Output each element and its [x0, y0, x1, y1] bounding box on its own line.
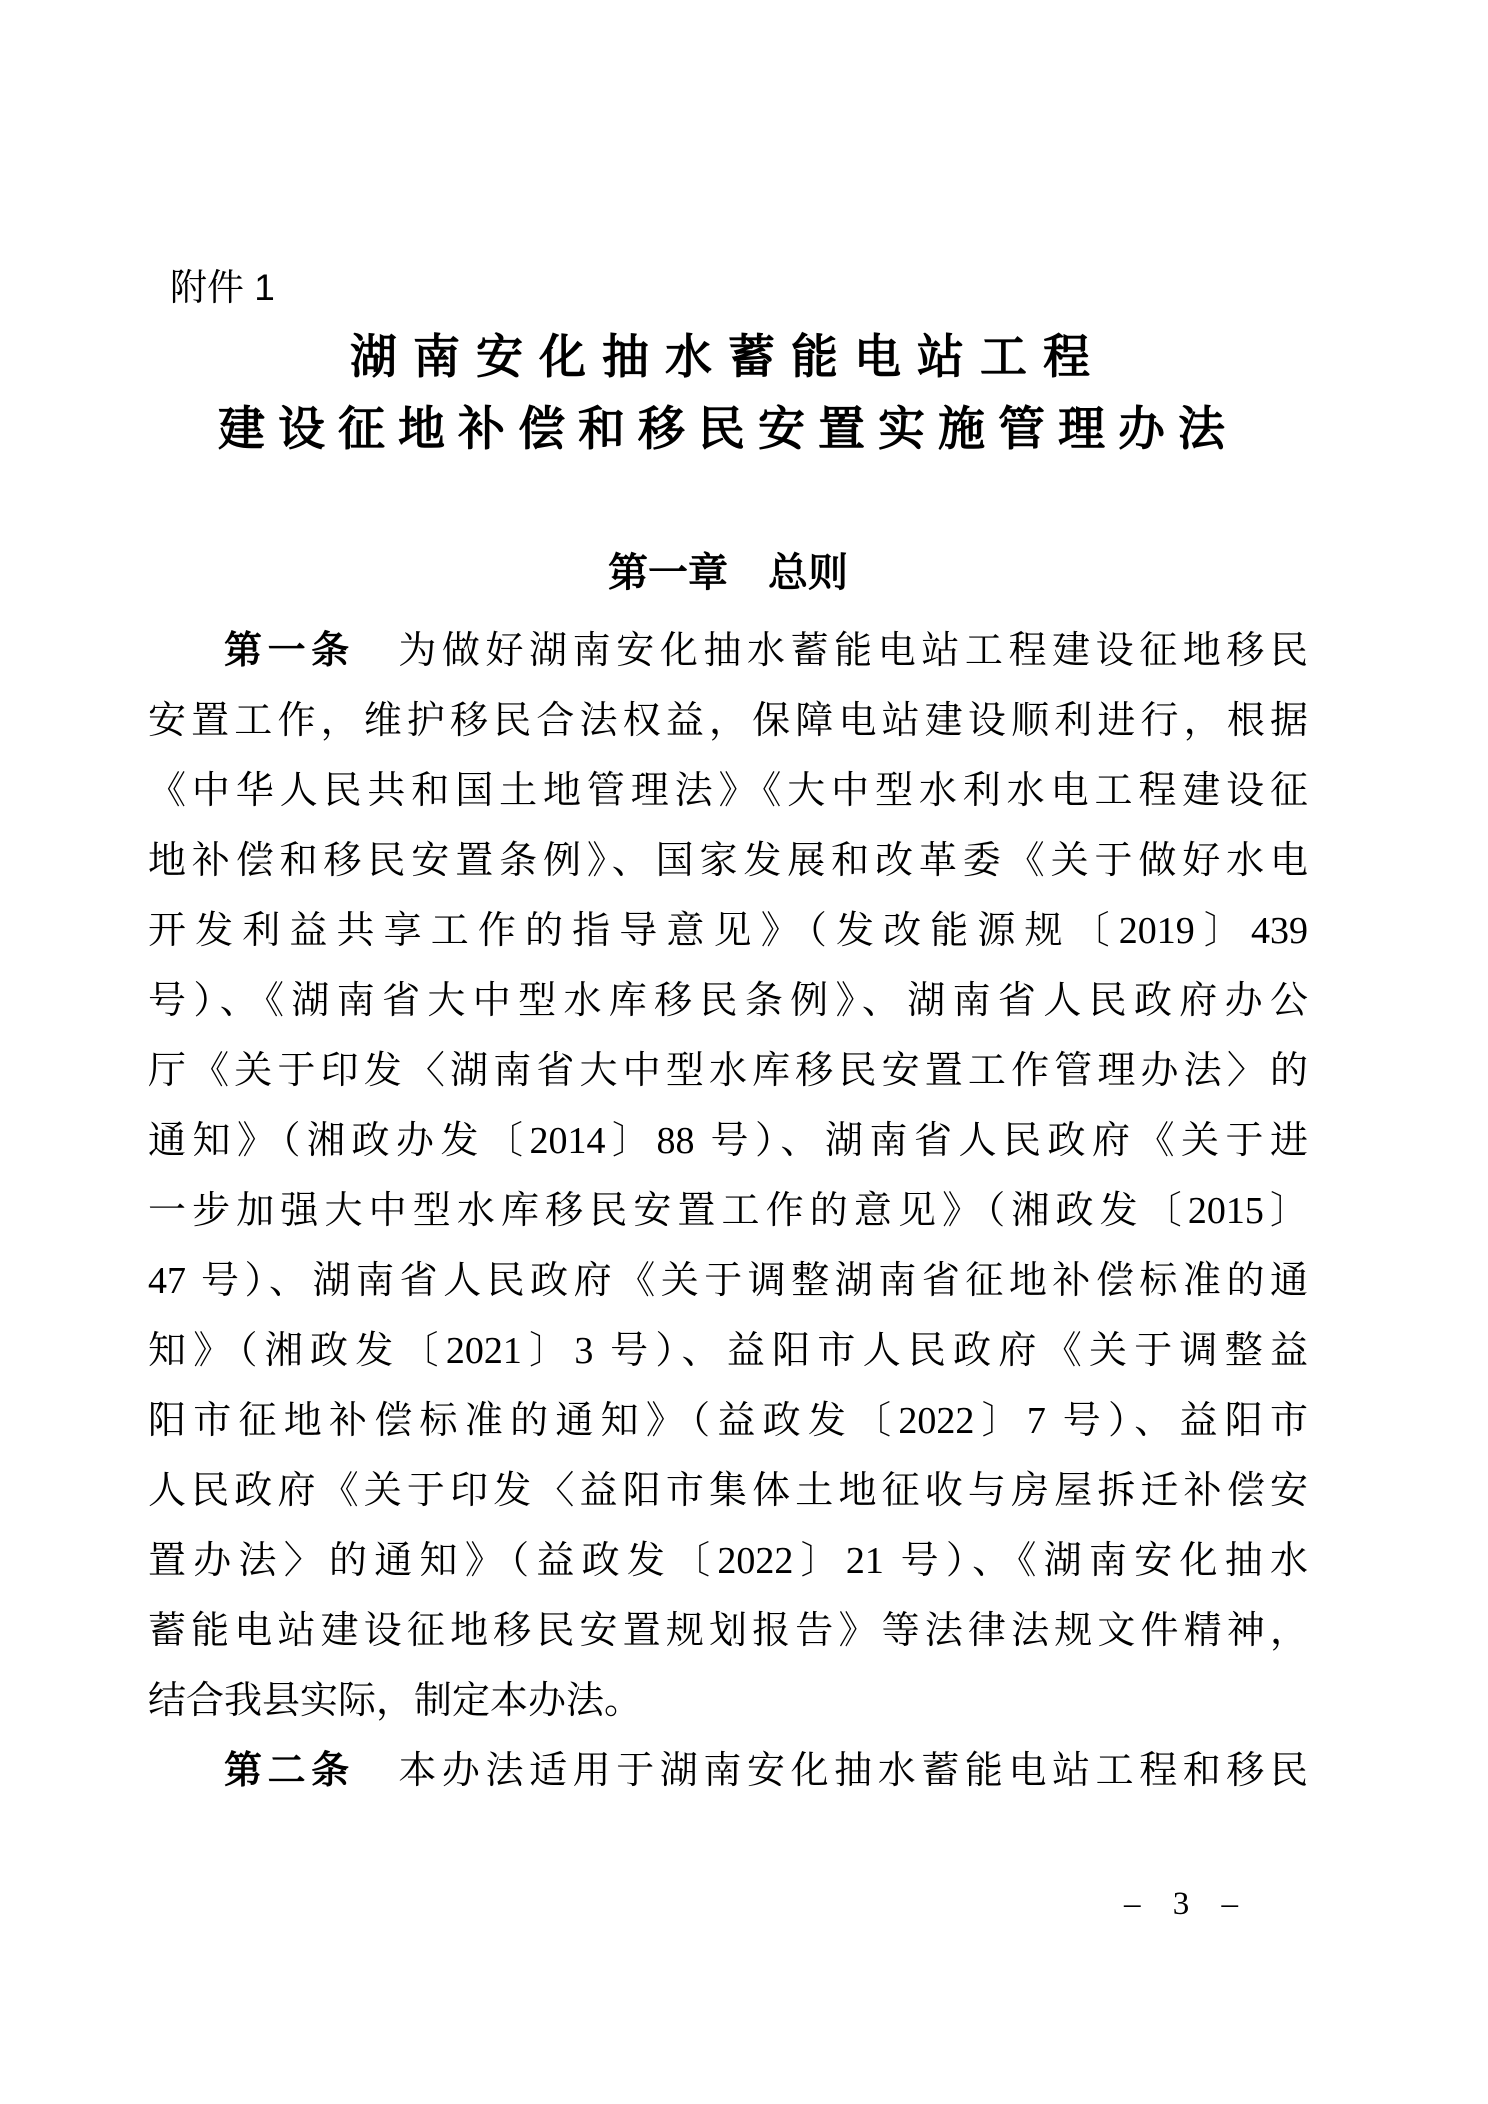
body-line: 阳市征地补偿标准的通知》（益政发〔2022〕7 号）、益阳市 [148, 1400, 1308, 1442]
body-line: 47 号）、湖南省人民政府《关于调整湖南省征地补偿标准的通 [148, 1260, 1308, 1302]
chapter-heading: 第一章 总则 [608, 551, 848, 595]
body-line: 开发利益共享工作的指导意见》（发改能源规〔2019〕439 [148, 910, 1308, 952]
attachment-label: 附件 1 [170, 267, 275, 308]
body-text [148, 616, 1308, 1806]
body-line: 安置工作，维护移民合法权益，保障电站建设顺利进行，根据 [148, 700, 1308, 742]
page-number: – 3 – [1124, 1886, 1250, 1922]
body-line: 结合我县实际，制定本办法。 [148, 1680, 643, 1722]
document-title-line-1: 湖南安化抽水蓄能电站工程 [350, 330, 1106, 383]
body-line: 第二条 本办法适用于湖南安化抽水蓄能电站工程和移民 [224, 1750, 1308, 1792]
body-line: 蓄能电站建设征地移民安置规划报告》等法律法规文件精神， [148, 1610, 1308, 1652]
body-line: 一步加强大中型水库移民安置工作的意见》（湘政发〔2015〕 [148, 1190, 1308, 1232]
body-line: 知》（湘政发〔2021〕3 号）、益阳市人民政府《关于调整益 [148, 1330, 1308, 1372]
body-line: 通知》（湘政办发〔2014〕88 号）、湖南省人民政府《关于进 [148, 1120, 1308, 1162]
body-line: 厅《关于印发〈湖南省大中型水库移民安置工作管理办法〉的 [148, 1050, 1308, 1092]
body-line: 人民政府《关于印发〈益阳市集体土地征收与房屋拆迁补偿安 [148, 1470, 1308, 1512]
article-label: 第二条 [224, 1750, 355, 1792]
body-line: 第一条 为做好湖南安化抽水蓄能电站工程建设征地移民 [224, 630, 1308, 672]
document-title-line-2: 建设征地补偿和移民安置实施管理办法 [218, 402, 1238, 455]
body-line: 地补偿和移民安置条例》、国家发展和改革委《关于做好水电 [148, 840, 1308, 882]
article-label: 第一条 [224, 630, 355, 672]
body-line: 置办法〉的通知》（益政发〔2022〕21 号）、《湖南安化抽水 [148, 1540, 1308, 1582]
body-line: 号）、《湖南省大中型水库移民条例》、湖南省人民政府办公 [148, 980, 1308, 1022]
body-line: 《中华人民共和国土地管理法》《大中型水利水电工程建设征 [148, 770, 1308, 812]
